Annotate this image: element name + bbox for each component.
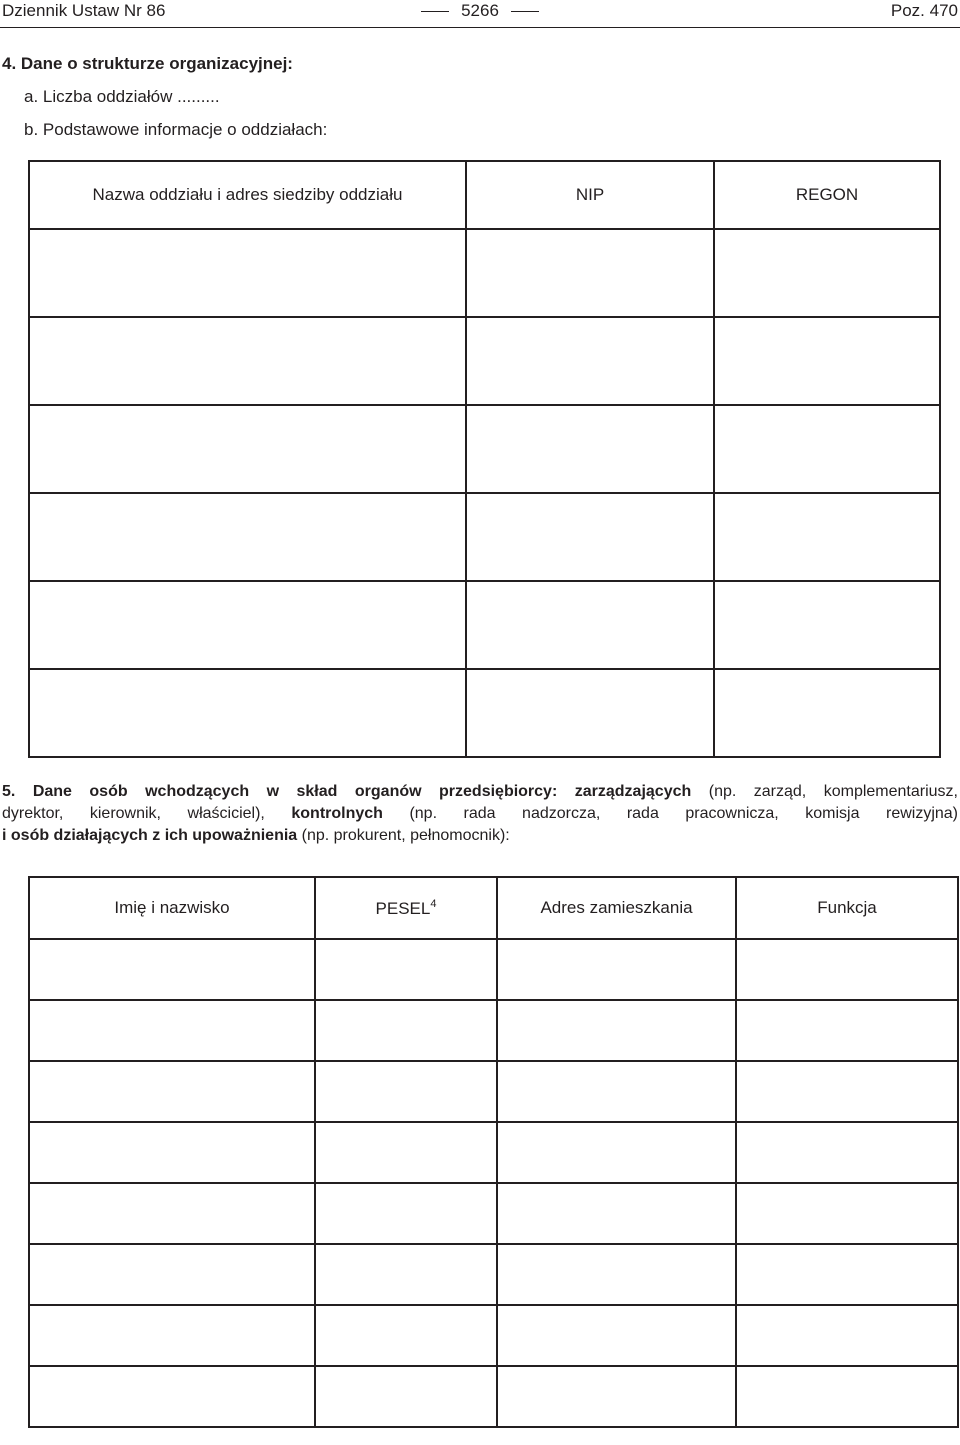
table-cell[interactable]	[497, 1244, 736, 1305]
table-cell[interactable]	[29, 317, 466, 405]
header-address: Adres zamieszkania	[497, 877, 736, 939]
table-cell[interactable]	[29, 1000, 315, 1061]
table-cell[interactable]	[466, 669, 714, 757]
journal-title: Dziennik Ustaw Nr 86	[2, 1, 166, 20]
table-cell[interactable]	[29, 493, 466, 581]
table-cell[interactable]	[736, 1122, 958, 1183]
table-cell[interactable]	[497, 1061, 736, 1122]
table-cell[interactable]	[714, 317, 940, 405]
table-cell[interactable]	[315, 1000, 497, 1061]
table-cell[interactable]	[714, 493, 940, 581]
page-number: 5266	[461, 1, 499, 20]
table-row	[29, 1305, 958, 1366]
section5-paragraph	[2, 781, 958, 847]
table-row	[29, 493, 940, 581]
table-row	[29, 1061, 958, 1122]
table-row	[29, 669, 940, 757]
table-cell[interactable]	[497, 939, 736, 1000]
table-row	[29, 229, 940, 317]
table-cell[interactable]	[736, 1305, 958, 1366]
page-number-block	[0, 1, 960, 21]
table-row	[29, 1122, 958, 1183]
table-cell[interactable]	[29, 669, 466, 757]
header-pesel	[315, 877, 497, 939]
table-row	[29, 939, 958, 1000]
section4-title: 4. Dane o strukturze organizacyjnej:	[2, 54, 293, 73]
section5-line2-bold: kontrolnych	[291, 805, 383, 822]
section5-line1-rest: (np. zarząd, komplementariusz,	[691, 783, 958, 800]
table-cell[interactable]	[29, 1122, 315, 1183]
table-cell[interactable]	[736, 939, 958, 1000]
table-cell[interactable]	[497, 1183, 736, 1244]
table-cell[interactable]	[315, 939, 497, 1000]
table-cell[interactable]	[315, 1183, 497, 1244]
branch-count-item: a. Liczba oddziałów .........	[24, 87, 220, 106]
table-cell[interactable]	[466, 581, 714, 669]
table-cell[interactable]	[29, 1061, 315, 1122]
header-nip: NIP	[466, 161, 714, 229]
table-cell[interactable]	[466, 405, 714, 493]
table-cell[interactable]	[714, 669, 940, 757]
table-cell[interactable]	[466, 493, 714, 581]
table-row	[29, 1183, 958, 1244]
table-cell[interactable]	[736, 1061, 958, 1122]
table-cell[interactable]	[497, 1122, 736, 1183]
table-cell[interactable]	[29, 1366, 315, 1427]
header-rule	[0, 27, 960, 28]
persons-table	[28, 876, 959, 1428]
table-cell[interactable]	[29, 405, 466, 493]
table-row	[29, 1366, 958, 1427]
table-cell[interactable]	[29, 581, 466, 669]
section5-line3-rest: (np. prokurent, pełnomocnik):	[297, 827, 510, 844]
table-cell[interactable]	[315, 1061, 497, 1122]
table-cell[interactable]	[736, 1366, 958, 1427]
table-cell[interactable]	[497, 1000, 736, 1061]
table-row	[29, 317, 940, 405]
table-cell[interactable]	[736, 1183, 958, 1244]
table-cell[interactable]	[714, 405, 940, 493]
footnote-marker: 4	[430, 897, 437, 910]
page-header	[0, 0, 960, 28]
table-cell[interactable]	[29, 229, 466, 317]
table-cell[interactable]	[736, 1244, 958, 1305]
section5-line2	[2, 803, 958, 825]
header-function: Funkcja	[736, 877, 958, 939]
table-cell[interactable]	[714, 229, 940, 317]
table-cell[interactable]	[29, 1244, 315, 1305]
branches-table	[28, 160, 941, 758]
table-row	[29, 405, 940, 493]
table-cell[interactable]	[315, 1366, 497, 1427]
table-cell[interactable]	[736, 1000, 958, 1061]
section5-line3	[2, 825, 958, 847]
table-cell[interactable]	[29, 1305, 315, 1366]
header-branch-name: Nazwa oddziału i adres siedziby oddziału	[29, 161, 466, 229]
section5-line2-rest: (np. rada nadzorcza, rada pracownicza, komisja rewizyjna)	[382, 805, 959, 822]
table-cell[interactable]	[315, 1122, 497, 1183]
header-full-name: Imię i nazwisko	[29, 877, 315, 939]
table-header-row	[29, 161, 940, 229]
section5-line1	[2, 781, 958, 803]
table-cell[interactable]	[714, 581, 940, 669]
table-row	[29, 581, 940, 669]
dash-right	[511, 11, 539, 12]
header-regon: REGON	[714, 161, 940, 229]
table-cell[interactable]	[466, 229, 714, 317]
table-row	[29, 1244, 958, 1305]
section5-line2-start: dyrektor, kierownik, właściciel),	[2, 805, 292, 822]
branch-info-item: b. Podstawowe informacje o oddziałach:	[24, 120, 328, 139]
table-cell[interactable]	[466, 317, 714, 405]
pesel-label: PESEL	[375, 898, 431, 918]
section5-line3-bold: i osób działających z ich upoważnienia	[2, 827, 298, 844]
table-cell[interactable]	[497, 1366, 736, 1427]
table-cell[interactable]	[29, 939, 315, 1000]
table-cell[interactable]	[497, 1305, 736, 1366]
section5-title-bold: 5. Dane osób wchodzących w skład organów przedsiębiorcy: zarządzających	[2, 783, 692, 800]
table-row	[29, 1000, 958, 1061]
position-number: Poz. 470	[890, 1, 958, 20]
dash-left	[421, 11, 449, 12]
table-cell[interactable]	[315, 1305, 497, 1366]
table-cell[interactable]	[29, 1183, 315, 1244]
table-header-row	[29, 877, 958, 939]
table-cell[interactable]	[315, 1244, 497, 1305]
